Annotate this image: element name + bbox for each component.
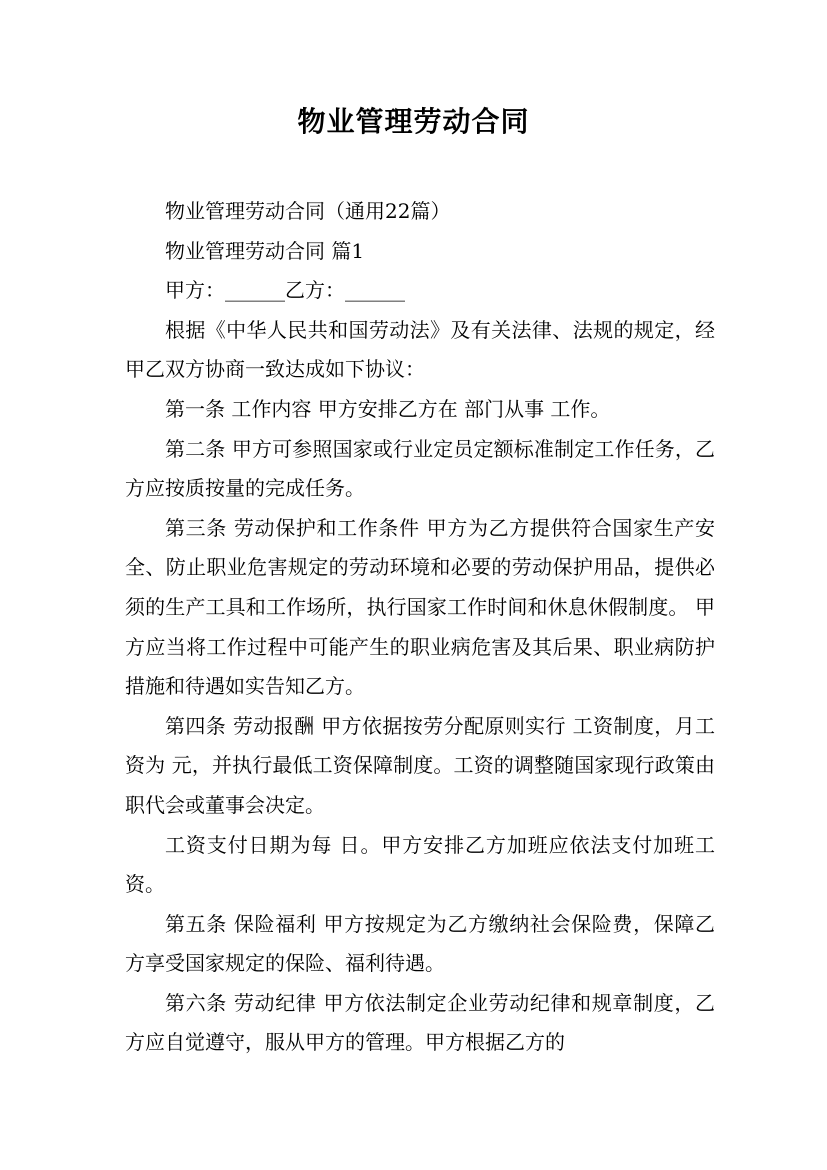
paragraph-article-5: 第五条 保险福利 甲方按规定为乙方缴纳社会保险费，保障乙方享受国家规定的保险、福利待遇。: [125, 911, 715, 976]
document-title: 物业管理劳动合同: [297, 105, 530, 138]
paragraph-article-2: 第二条 甲方可参照国家或行业定员定额标准制定工作任务，乙方应按质按量的完成任务。: [125, 436, 715, 501]
paragraph-subtitle: 物业管理劳动合同（通用22篇）: [165, 199, 451, 223]
paragraph-preamble: 根据《中华人民共和国劳动法》及有关法律、法规的规定，经甲乙双方协商一致达成如下协议：: [125, 317, 715, 382]
paragraph-article-1: 第一条 工作内容 甲方安排乙方在 部门从事 工作。: [165, 396, 611, 421]
paragraph-article-4: 第四条 劳动报酬 甲方依据按劳分配原则实行 工资制度，月工资为 元，并执行最低工资保障制度。工资的调整随国家现行政策由职代会或董事会决定。: [125, 713, 715, 817]
paragraph-article-3: 第三条 劳动保护和工作条件 甲方为乙方提供符合国家生产安全、防止职业危害规定的劳动环境和必要的劳动保护用品，提供必须的生产工具和工作场所，执行国家工作时间和休息休假制度。 甲方应当将工作过程中可能产生的职业病危害及其后果、职业病防护措施和待遇如实告知乙方。: [125, 515, 715, 699]
paragraph-section-heading: 物业管理劳动合同 篇1: [165, 238, 365, 263]
paragraph-parties: 甲方：______乙方：______: [165, 278, 405, 303]
paragraph-article-6: 第六条 劳动纪律 甲方依法制定企业劳动纪律和规章制度，乙方应自觉遵守，服从甲方的管理。甲方根据乙方的: [125, 990, 715, 1055]
paragraph-payment-date: 工资支付日期为每 日。甲方安排乙方加班应依法支付加班工资。: [125, 832, 715, 897]
document-body: [125, 192, 715, 1063]
